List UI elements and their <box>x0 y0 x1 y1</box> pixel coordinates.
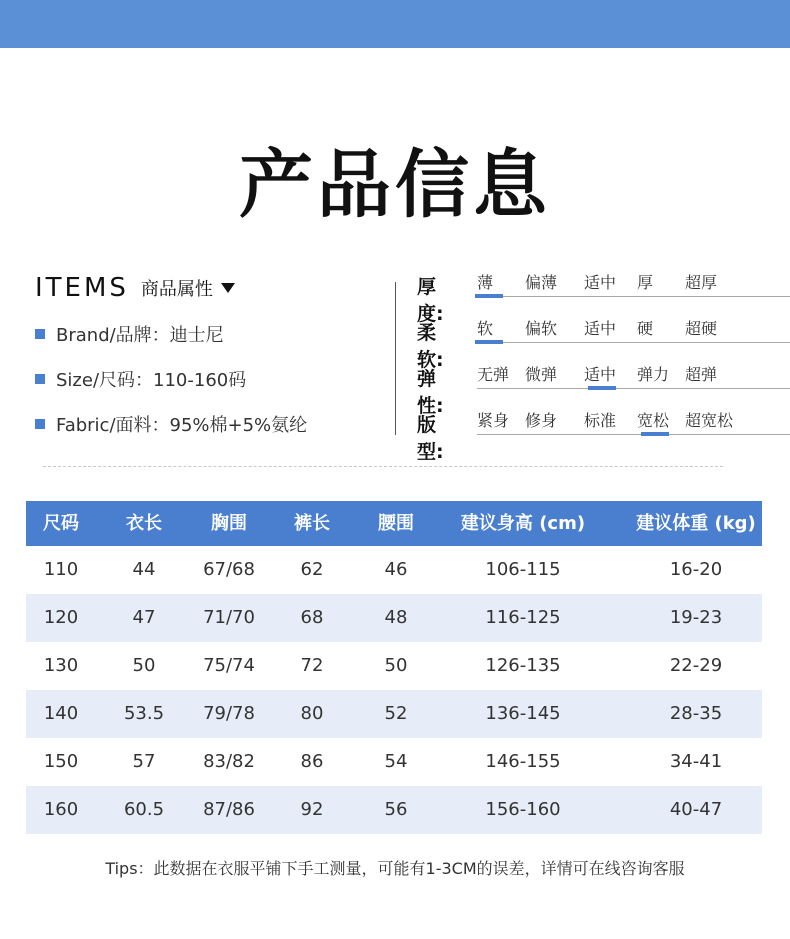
table-row <box>26 786 762 834</box>
scale-option: 修身 <box>525 411 558 430</box>
scale-option: 超厚 <box>685 273 718 292</box>
table-header-cell: 裤长 <box>294 513 330 534</box>
scale-option: 宽松 <box>637 411 670 430</box>
scale-option: 适中 <box>584 365 617 384</box>
table-cell: 16-20 <box>669 559 723 580</box>
table-cell: 130 <box>43 655 79 676</box>
table-cell: 72 <box>300 655 324 676</box>
table-cell: 79/78 <box>203 703 255 724</box>
table-header-cell: 腰围 <box>378 513 414 534</box>
table-cell: 83/82 <box>203 751 255 772</box>
table-cell: 150 <box>43 751 79 772</box>
scale-option: 偏薄 <box>525 273 558 292</box>
table-cell: 156-160 <box>485 799 561 820</box>
scale-option: 适中 <box>584 319 617 338</box>
scale-option: 微弹 <box>525 365 558 384</box>
table-cell: 50 <box>132 655 156 676</box>
table-header-cell: 建议体重 (kg) <box>636 513 756 534</box>
table-cell: 34-41 <box>669 751 723 772</box>
table-header-cell: 尺码 <box>43 513 79 534</box>
table-cell: 53.5 <box>123 703 165 724</box>
table-cell: 44 <box>132 559 156 580</box>
items-header-subtitle: 商品属性 <box>140 279 213 300</box>
scale-option: 无弹 <box>477 365 510 384</box>
table-cell: 57 <box>132 751 156 772</box>
scale-option: 标准 <box>584 411 617 430</box>
top-banner-bar <box>0 0 790 48</box>
attribute-brand-text: Brand/品牌：迪士尼 <box>56 325 224 346</box>
scale-option: 厚 <box>637 273 654 292</box>
table-cell: 140 <box>43 703 79 724</box>
size-table-body <box>26 546 762 834</box>
scale-option: 适中 <box>584 273 617 292</box>
table-row <box>26 594 762 642</box>
table-cell: 116-125 <box>485 607 561 628</box>
scale-line <box>477 434 790 435</box>
table-row <box>26 642 762 690</box>
table-cell: 22-29 <box>669 655 723 676</box>
table-cell: 126-135 <box>485 655 561 676</box>
attribute-size-text: Size/尺码：110-160码 <box>56 370 247 391</box>
scale-option: 超弹 <box>685 365 718 384</box>
square-bullet-icon <box>35 374 45 384</box>
table-header-cell: 衣长 <box>126 513 162 534</box>
attribute-brand <box>35 322 224 346</box>
table-cell: 136-145 <box>485 703 561 724</box>
scale-option: 弹力 <box>637 365 670 384</box>
table-cell: 40-47 <box>669 799 723 820</box>
table-cell: 71/70 <box>203 607 255 628</box>
table-row <box>26 546 762 594</box>
table-header-cell: 胸围 <box>211 513 247 534</box>
table-cell: 56 <box>384 799 408 820</box>
scale-line <box>477 388 790 389</box>
table-cell: 60.5 <box>123 799 165 820</box>
table-cell: 48 <box>384 607 408 628</box>
table-cell: 146-155 <box>485 751 561 772</box>
table-row <box>26 738 762 786</box>
scale-selected-marker <box>641 432 669 436</box>
table-cell: 62 <box>300 559 324 580</box>
table-cell: 87/86 <box>203 799 255 820</box>
scale-option: 硬 <box>637 319 654 338</box>
attribute-fabric <box>35 412 307 436</box>
scale-label: 柔软: <box>417 322 444 371</box>
items-header-word: ITEMS <box>35 273 129 303</box>
table-cell: 80 <box>300 703 324 724</box>
table-cell: 106-115 <box>485 559 561 580</box>
table-cell: 19-23 <box>669 607 723 628</box>
size-table <box>26 501 762 834</box>
scale-option: 超宽松 <box>685 411 734 430</box>
square-bullet-icon <box>35 329 45 339</box>
scale-option: 超硬 <box>685 319 718 338</box>
attribute-fabric-text: Fabric/面料：95%棉+5%氨纶 <box>56 415 308 436</box>
scale-label: 弹性: <box>417 368 444 417</box>
table-cell: 92 <box>300 799 324 820</box>
square-bullet-icon <box>35 419 45 429</box>
table-cell: 28-35 <box>669 703 723 724</box>
scale-line <box>477 342 790 343</box>
table-cell: 52 <box>384 703 408 724</box>
table-cell: 86 <box>300 751 324 772</box>
table-cell: 67/68 <box>203 559 255 580</box>
scale-option: 偏软 <box>525 319 558 338</box>
scale-line <box>477 296 790 297</box>
caret-down-icon <box>221 283 235 293</box>
table-cell: 54 <box>384 751 408 772</box>
scale-label: 厚度: <box>417 276 444 325</box>
table-cell: 46 <box>384 559 408 580</box>
table-cell: 120 <box>43 607 79 628</box>
page-title: 产品信息 <box>239 142 551 228</box>
scale-label: 版型: <box>417 414 444 463</box>
scale-selected-marker <box>588 386 616 390</box>
scale-option: 薄 <box>477 273 494 292</box>
attribute-size <box>35 367 246 391</box>
scale-selected-marker <box>475 294 503 298</box>
table-cell: 68 <box>300 607 324 628</box>
scale-selected-marker <box>475 340 503 344</box>
dashed-divider <box>43 466 723 467</box>
measurement-tips: Tips：此数据在衣服平铺下手工测量，可能有1-3CM的误差，详情可在线咨询客服 <box>105 859 685 878</box>
table-cell: 160 <box>43 799 79 820</box>
table-cell: 50 <box>384 655 408 676</box>
items-header <box>35 270 235 306</box>
vertical-divider <box>395 282 396 435</box>
table-row <box>26 690 762 738</box>
table-header-cell: 建议身高 (cm) <box>460 513 586 534</box>
table-cell: 47 <box>132 607 156 628</box>
scale-option: 紧身 <box>477 411 510 430</box>
scale-option: 软 <box>477 319 494 338</box>
table-cell: 110 <box>43 559 79 580</box>
table-cell: 75/74 <box>203 655 255 676</box>
size-table-header <box>26 501 762 546</box>
